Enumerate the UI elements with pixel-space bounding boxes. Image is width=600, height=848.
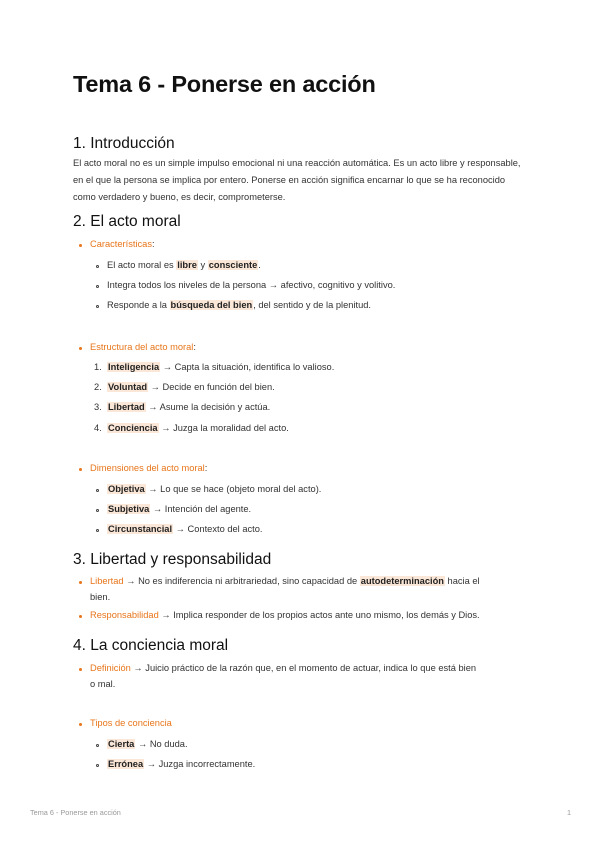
estructura-label: Estructura del acto moral bbox=[90, 342, 194, 352]
section-heading-introduccion: 1. Introducción bbox=[73, 135, 175, 152]
bullet-icon bbox=[79, 347, 82, 350]
page-number: 1 bbox=[567, 808, 572, 817]
section-heading-conciencia: 4. La conciencia moral bbox=[73, 637, 229, 654]
colon: : bbox=[152, 239, 155, 249]
highlight-term: Subjetiva bbox=[108, 504, 150, 514]
circle-bullet-icon bbox=[96, 529, 99, 532]
numbered-item bbox=[107, 359, 334, 376]
list-item bbox=[107, 501, 251, 518]
list-item-caracteristicas bbox=[90, 236, 155, 253]
circle-bullet-icon bbox=[96, 744, 99, 747]
bullet-icon bbox=[79, 723, 82, 726]
list-item-responsabilidad bbox=[90, 607, 480, 624]
circle-bullet-icon bbox=[96, 305, 99, 308]
highlight-consciente: consciente bbox=[208, 260, 258, 270]
text: → Intención del agente. bbox=[150, 504, 252, 514]
list-item bbox=[107, 756, 255, 773]
libertad-label: Libertad bbox=[90, 576, 124, 586]
tipos-label: Tipos de conciencia bbox=[90, 718, 172, 728]
text: → Asume la decisión y actúa. bbox=[145, 402, 271, 412]
highlight-term: Inteligencia bbox=[108, 362, 160, 372]
list-item-continuation: bien. bbox=[90, 592, 111, 602]
list-item-dimensiones bbox=[90, 460, 207, 477]
list-item-continuation: o mal. bbox=[90, 679, 116, 689]
highlight-libre: libre bbox=[177, 260, 197, 270]
list-item-libertad bbox=[90, 573, 480, 590]
circle-bullet-icon bbox=[96, 509, 99, 512]
list-item bbox=[107, 736, 188, 753]
list-number: 4. bbox=[94, 423, 102, 433]
text: , del sentido y de la plenitud. bbox=[253, 300, 372, 310]
section-heading-acto-moral: 2. El acto moral bbox=[73, 213, 181, 230]
bullet-icon bbox=[79, 668, 82, 671]
text: → Capta la situación, identifica lo valioso. bbox=[160, 362, 335, 372]
intro-paragraph: El acto moral no es un simple impulso emocional ni una reacción automática. Es un acto libre y responsable, en el que la persona se implica por entero. Ponerse en acción significa encarnar lo que se ha reconocido como verdadero y bueno, es decir, comprometerse. bbox=[73, 158, 521, 202]
text: El acto moral es bbox=[107, 260, 177, 270]
circle-bullet-icon bbox=[96, 764, 99, 767]
bullet-icon bbox=[79, 581, 82, 584]
list-item: Integra todos los niveles de la persona → afectivo, cognitivo y volitivo. bbox=[107, 280, 396, 290]
highlight-term: Errónea bbox=[108, 759, 144, 769]
list-item bbox=[107, 297, 371, 314]
colon: : bbox=[204, 463, 208, 473]
circle-bullet-icon bbox=[96, 489, 99, 492]
responsabilidad-label: Responsabilidad bbox=[90, 610, 159, 620]
highlight-term: Circunstancial bbox=[108, 524, 173, 534]
page-title: Tema 6 - Ponerse en acción bbox=[73, 71, 376, 97]
circle-bullet-icon bbox=[96, 265, 99, 268]
text: → Juzga incorrectamente. bbox=[144, 759, 256, 769]
bullet-icon bbox=[79, 615, 82, 618]
numbered-item bbox=[107, 420, 289, 437]
text: . bbox=[258, 260, 261, 270]
text: hacia el bbox=[444, 576, 480, 586]
footer-title: Tema 6 - Ponerse en acción bbox=[30, 808, 121, 817]
list-item bbox=[107, 257, 261, 274]
circle-bullet-icon bbox=[96, 285, 99, 288]
highlight-term: Cierta bbox=[108, 739, 135, 749]
highlight-term: Libertad bbox=[108, 402, 145, 412]
highlight-term: Objetiva bbox=[108, 484, 145, 494]
section-heading-libertad: 3. Libertad y responsabilidad bbox=[73, 551, 272, 568]
caracteristicas-label: Características bbox=[90, 239, 152, 249]
numbered-item bbox=[107, 379, 275, 396]
text: → No es indiferencia ni arbitrariedad, sino capacidad de bbox=[123, 576, 360, 586]
list-number: 3. bbox=[94, 402, 102, 412]
text: → Contexto del acto. bbox=[173, 524, 263, 534]
bullet-icon bbox=[79, 244, 82, 247]
list-item-definicion bbox=[90, 660, 476, 677]
highlight-autodeterminacion: autodeterminación bbox=[360, 576, 444, 586]
text: → Implica responder de los propios actos ante uno mismo, los demás y Dios. bbox=[158, 610, 480, 620]
text: → Decide en función del bien. bbox=[148, 382, 275, 392]
list-item bbox=[107, 481, 321, 498]
highlight-busqueda: búsqueda del bien bbox=[170, 300, 253, 310]
text: → No duda. bbox=[135, 739, 188, 749]
text: → Juzga la moralidad del acto. bbox=[158, 423, 289, 433]
dimensiones-label: Dimensiones del acto moral bbox=[90, 463, 205, 473]
list-item-tipos bbox=[90, 715, 172, 732]
colon: : bbox=[193, 342, 196, 352]
text: Responde a la bbox=[107, 300, 170, 310]
list-item-estructura bbox=[90, 339, 196, 356]
list-number: 2. bbox=[94, 382, 102, 392]
bullet-icon bbox=[79, 468, 82, 471]
text: y bbox=[197, 260, 208, 270]
list-item bbox=[107, 521, 262, 538]
highlight-term: Conciencia bbox=[108, 423, 158, 433]
highlight-term: Voluntad bbox=[108, 382, 148, 392]
numbered-item bbox=[107, 399, 270, 416]
list-number: 1. bbox=[94, 362, 102, 372]
text: → Juicio práctico de la razón que, en el momento de actuar, indica lo que está bien bbox=[130, 663, 477, 673]
text: → Lo que se hace (objeto moral del acto). bbox=[145, 484, 322, 494]
definicion-label: Definición bbox=[90, 663, 131, 673]
